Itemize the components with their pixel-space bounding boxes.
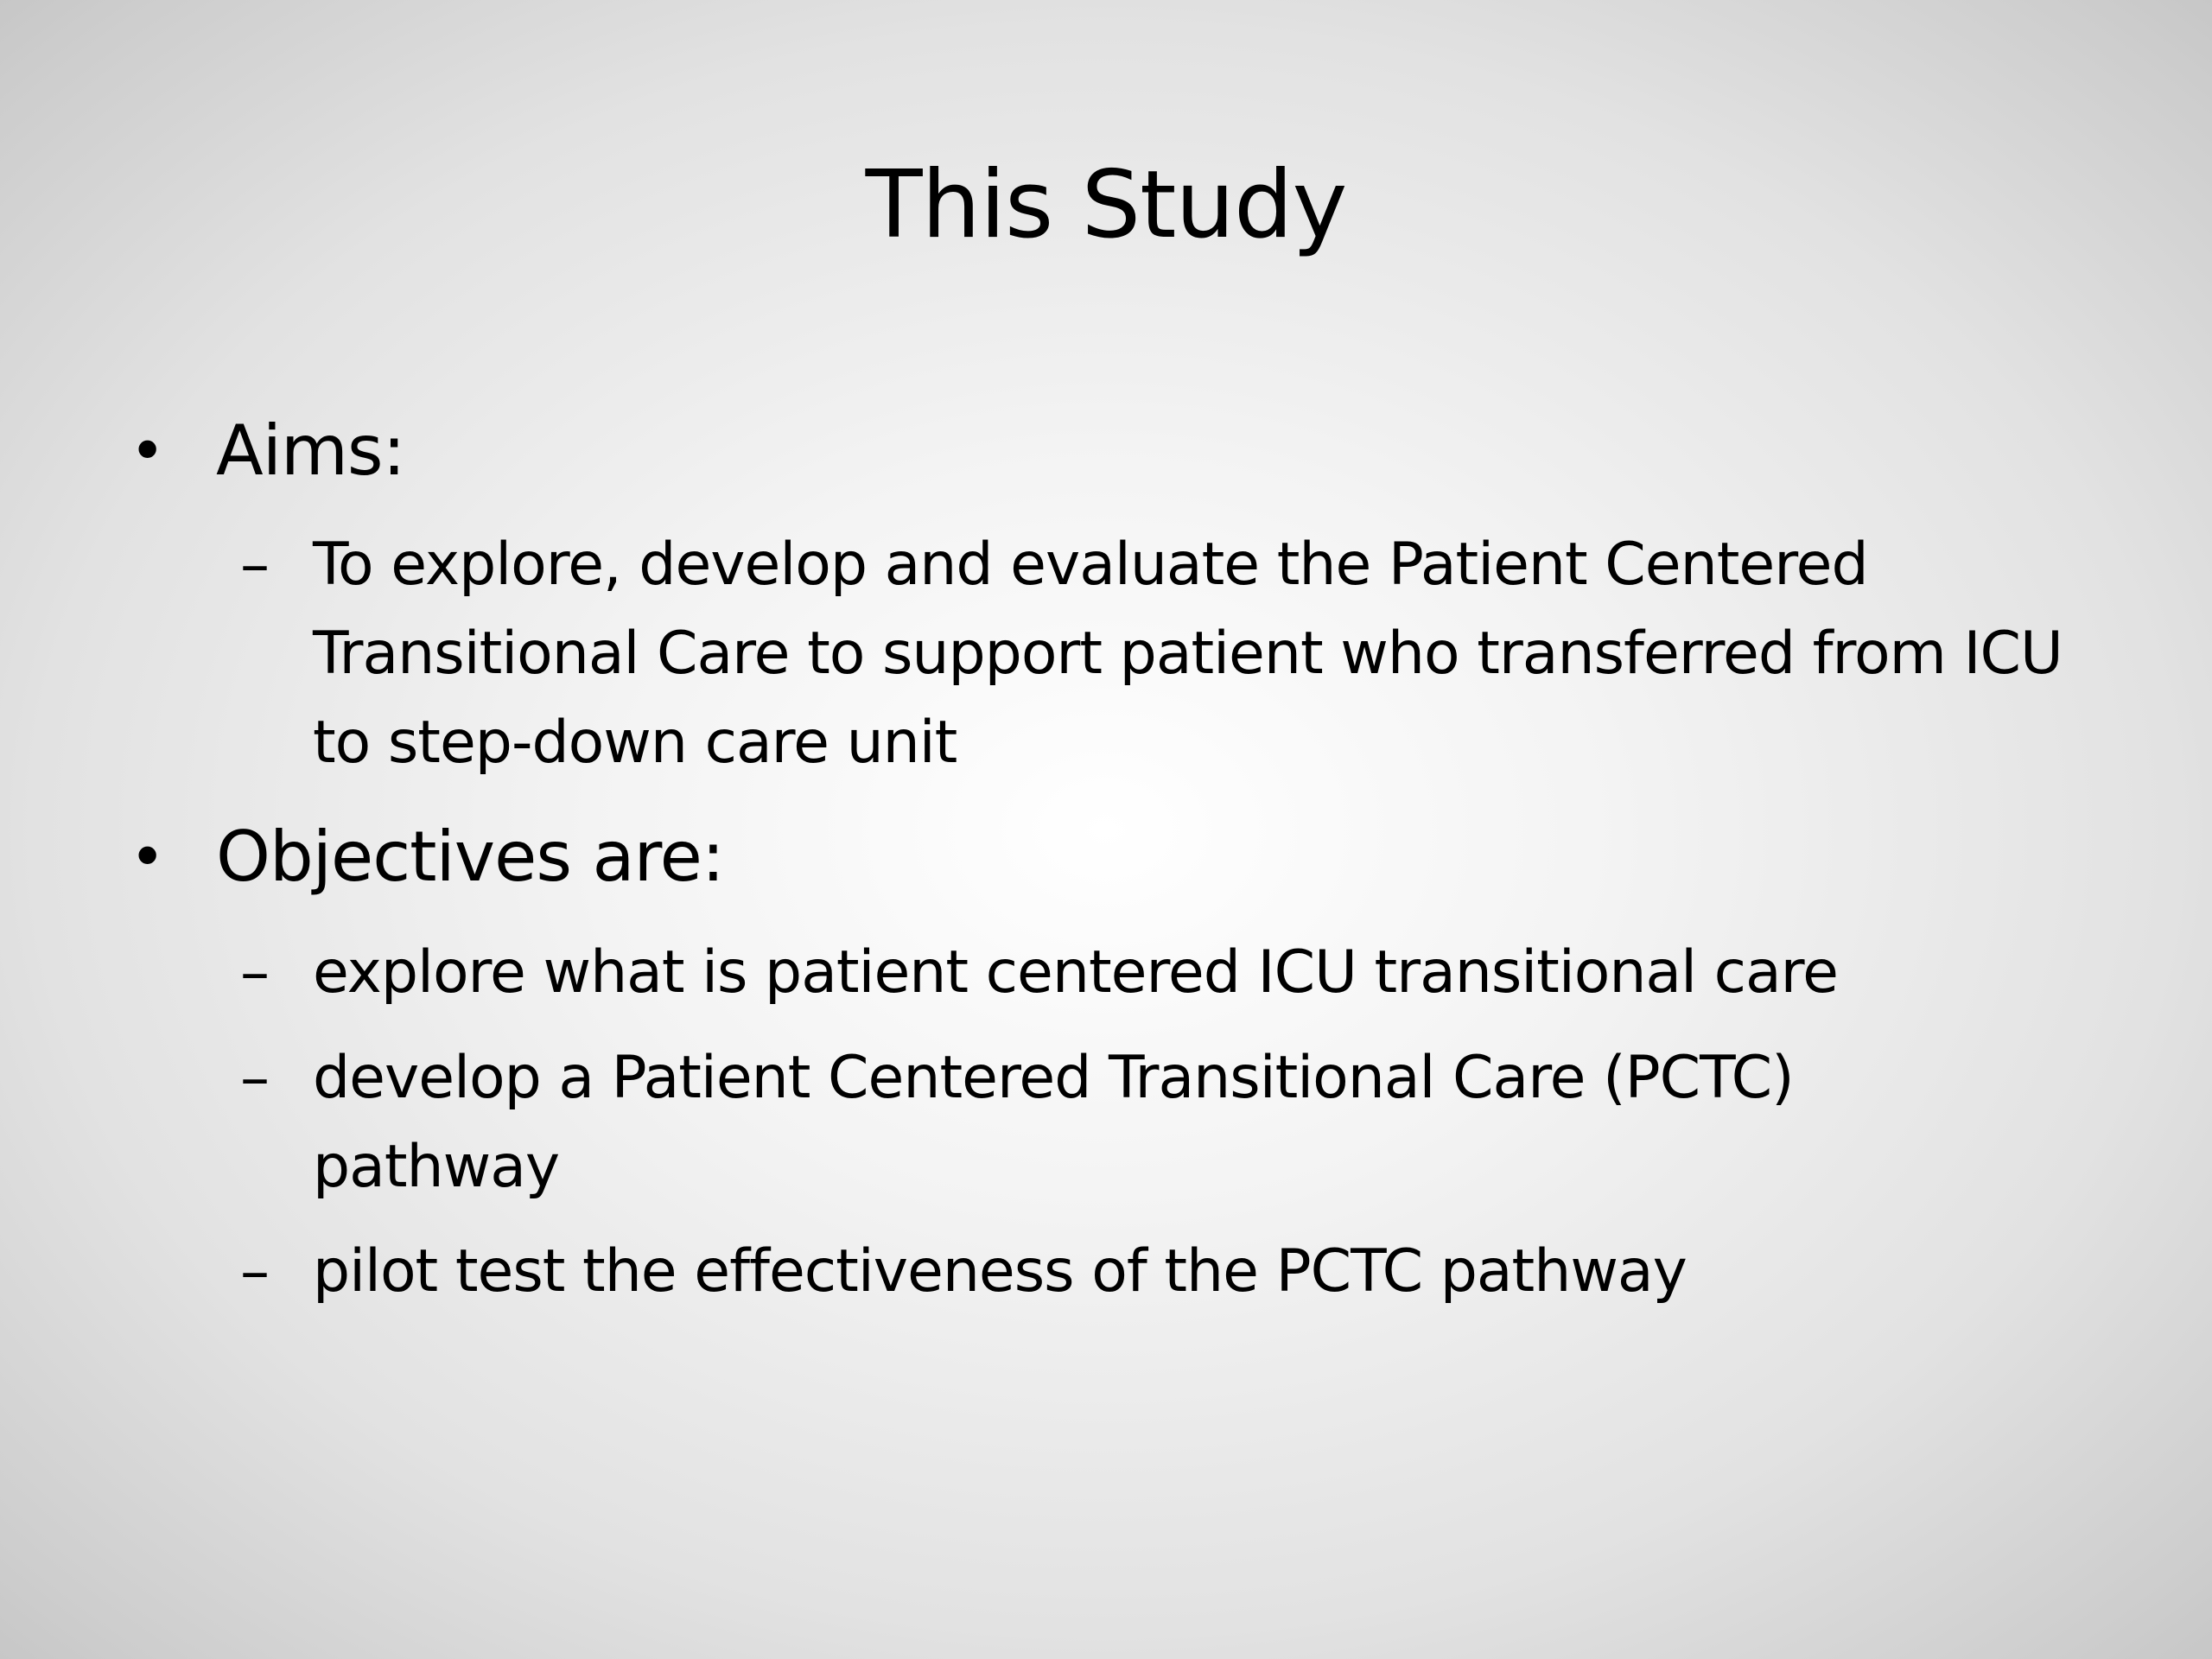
bullet-label-objectives: Objectives are: xyxy=(216,817,724,897)
sub-item-text: explore what is patient centered ICU transitional care xyxy=(313,938,1838,1007)
sub-marker: – xyxy=(240,938,270,1007)
sub-item-text: pilot test the effectiveness of the PCTC pathway xyxy=(313,1237,1687,1306)
sub-marker: – xyxy=(240,1044,270,1112)
bullet-marker: • xyxy=(130,822,166,893)
sub-item-text: develop a Patient Centered Transitional Care (PCTC) pathway xyxy=(313,1044,1794,1201)
bullet-marker: • xyxy=(130,416,166,486)
bullet-label-aims: Aims: xyxy=(216,410,405,491)
slide-title: This Study xyxy=(865,151,1347,259)
sub-marker: – xyxy=(240,531,270,599)
sub-marker: – xyxy=(240,1237,270,1306)
sub-item-text: To explore, develop and evaluate the Patient Centered Transitional Care to support patient who transferred from ICU to step-down care unit xyxy=(313,531,2063,777)
